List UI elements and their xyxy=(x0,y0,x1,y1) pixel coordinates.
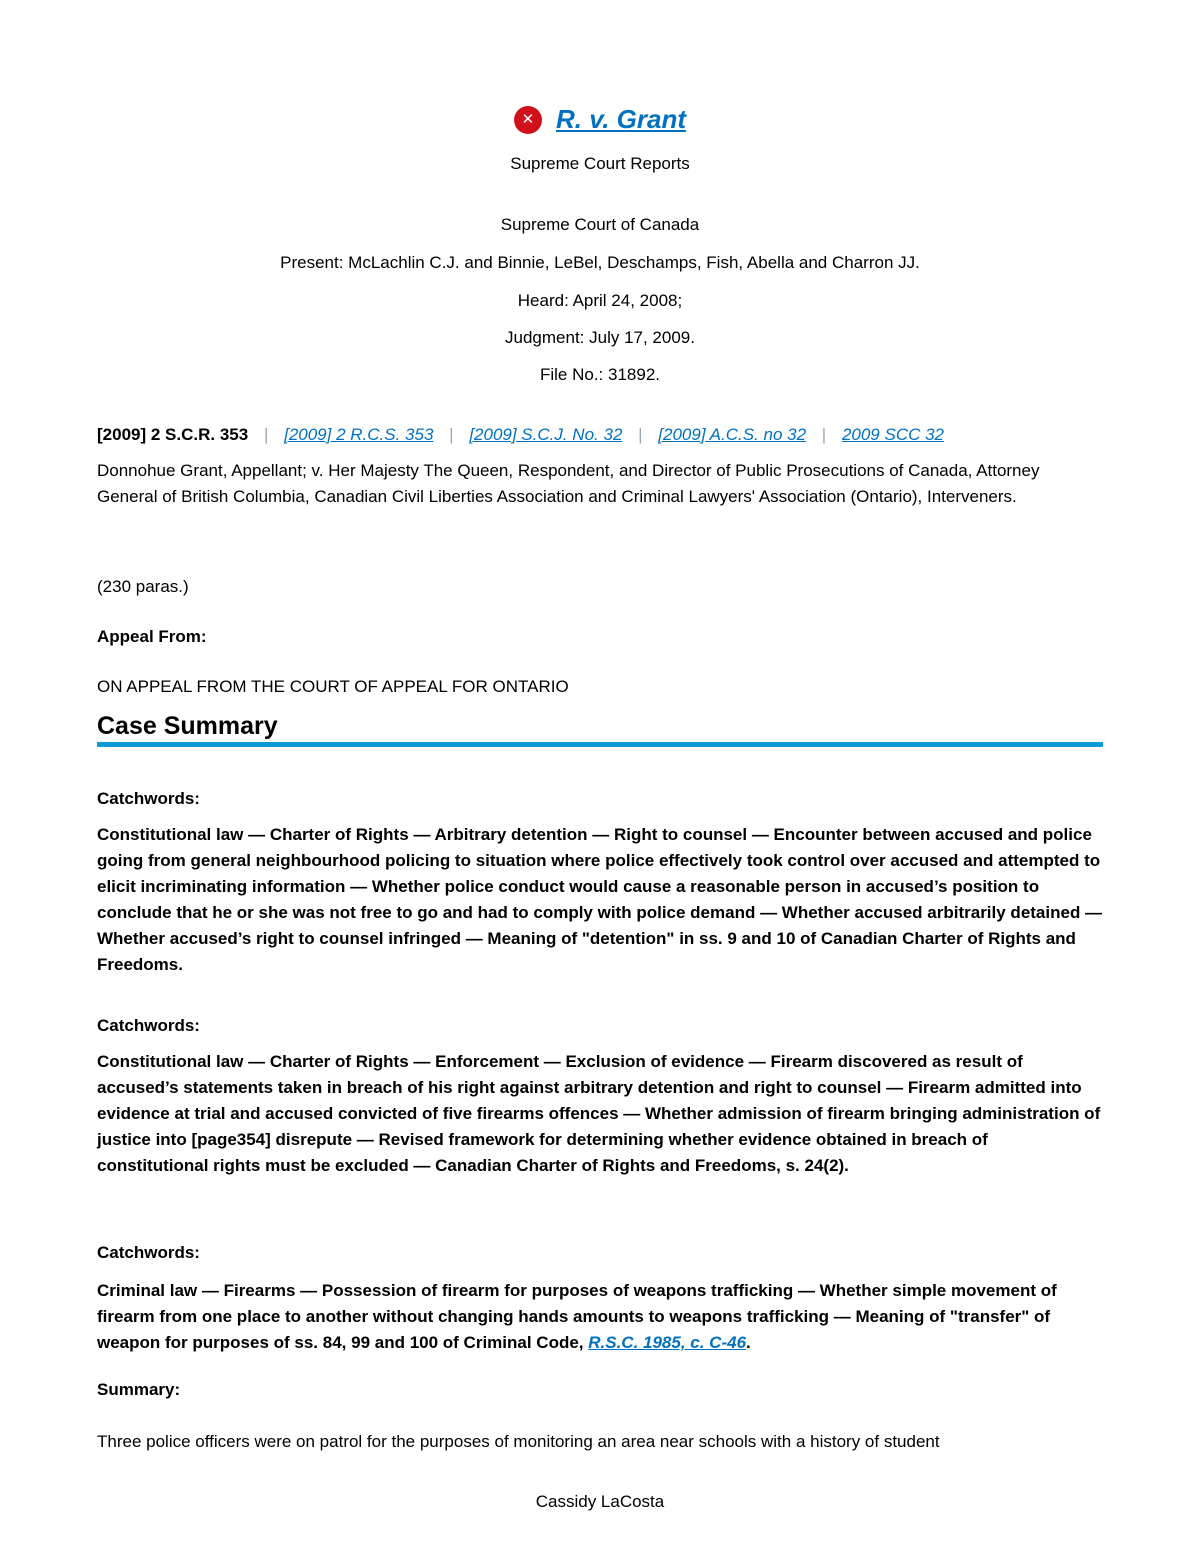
citation-separator: | xyxy=(638,425,643,444)
catchwords-label: Catchwords: xyxy=(97,1243,200,1262)
citation-separator: | xyxy=(263,425,269,444)
appeal-text: ON APPEAL FROM THE COURT OF APPEAL FOR ONTARIO xyxy=(97,677,569,696)
case-summary-heading: Case Summary xyxy=(97,712,278,740)
report-name: Supreme Court Reports xyxy=(510,154,690,173)
citation-link-scj[interactable]: [2009] S.C.J. No. 32 xyxy=(469,425,623,444)
citations-row xyxy=(97,424,944,446)
judgment-date: Judgment: July 17, 2009. xyxy=(505,328,695,347)
summary-label: Summary: xyxy=(97,1380,181,1399)
catchwords-text: Constitutional law — Charter of Rights — Enforcement — Exclusion of evidence — Firearm discovered as result of accused’s statements taken in breach of his right against arbitrary detention and right to counsel — Firearm admitted into evidence at trial and accused convicted of five firearms offences — Whether admission of firearm bringing administration of justice into [page354] disrepute — Revised framework for determining whether evidence obtained in breach of constitutional rights must be excluded — Canadian Charter of Rights and Freedoms, s. 24(2). xyxy=(97,1052,1101,1175)
document-page xyxy=(97,0,1103,1553)
heading-divider xyxy=(97,742,1103,747)
case-title-link[interactable]: R. v. Grant xyxy=(555,104,687,134)
catchwords-text-end: . xyxy=(746,1333,751,1352)
catchwords-text-part: Criminal law — Firearms — Possession of firearm for purposes of weapons trafficking — Whether simple movement of firearm from one place to another without changing hands amounts to weapons trafficking — Meaning of "transfer" of weapon for purposes of ss. 84, 99 and 100 of Criminal Code, xyxy=(97,1281,1057,1352)
catchwords-label: Catchwords: xyxy=(97,789,200,808)
appeal-label: Appeal From: xyxy=(97,627,207,646)
file-number: File No.: 31892. xyxy=(539,365,660,384)
close-icon[interactable]: ✕ xyxy=(514,106,542,134)
catchwords-text: Constitutional law — Charter of Rights — Arbitrary detention — Right to counsel — Encounter between accused and police going from general neighbourhood policing to situation where police effectively took control over accused and attempted to elicit incriminating information — Whether police conduct would cause a reasonable person in accused’s position to conclude that he or she was not free to go and had to comply with police demand — Whether accused arbitrarily detained — Whether accused’s right to counsel infringed — Meaning of "detention" in ss. 9 and 10 of Canadian Charter of Rights and Freedoms. xyxy=(97,825,1103,974)
citation-separator: | xyxy=(449,425,454,444)
parties-text: Donnohue Grant, Appellant; v. Her Majesty The Queen, Respondent, and Director of Public Prosecutions of Canada, Attorney General of British Columbia, Canadian Civil Liberties Association and Criminal Lawyers' Association (Ontario), Interveners. xyxy=(97,461,1040,506)
heard-date: Heard: April 24, 2008; xyxy=(517,291,683,310)
catchwords-label: Catchwords: xyxy=(97,1016,200,1035)
summary-text: Three police officers were on patrol for the purposes of monitoring an area near schools with a history of student xyxy=(97,1432,940,1451)
citation-link-rcs[interactable]: [2009] 2 R.C.S. 353 xyxy=(284,425,434,444)
catchwords-text xyxy=(97,1278,1103,1356)
court-name: Supreme Court of Canada xyxy=(500,215,700,234)
document-title-row xyxy=(97,104,1103,135)
page-footer: Cassidy LaCosta xyxy=(535,1492,665,1511)
present-judges: Present: McLachlin C.J. and Binnie, LeBel, Deschamps, Fish, Abella and Charron JJ. xyxy=(280,253,920,272)
paragraph-count: (230 paras.) xyxy=(97,577,189,596)
criminal-code-link[interactable]: R.S.C. 1985, c. C-46 xyxy=(588,1333,747,1352)
primary-citation: [2009] 2 S.C.R. 353 xyxy=(97,425,249,444)
citation-link-acs[interactable]: [2009] A.C.S. no 32 xyxy=(658,425,807,444)
citation-link-scc[interactable]: 2009 SCC 32 xyxy=(841,425,945,444)
citation-separator: | xyxy=(821,425,827,444)
